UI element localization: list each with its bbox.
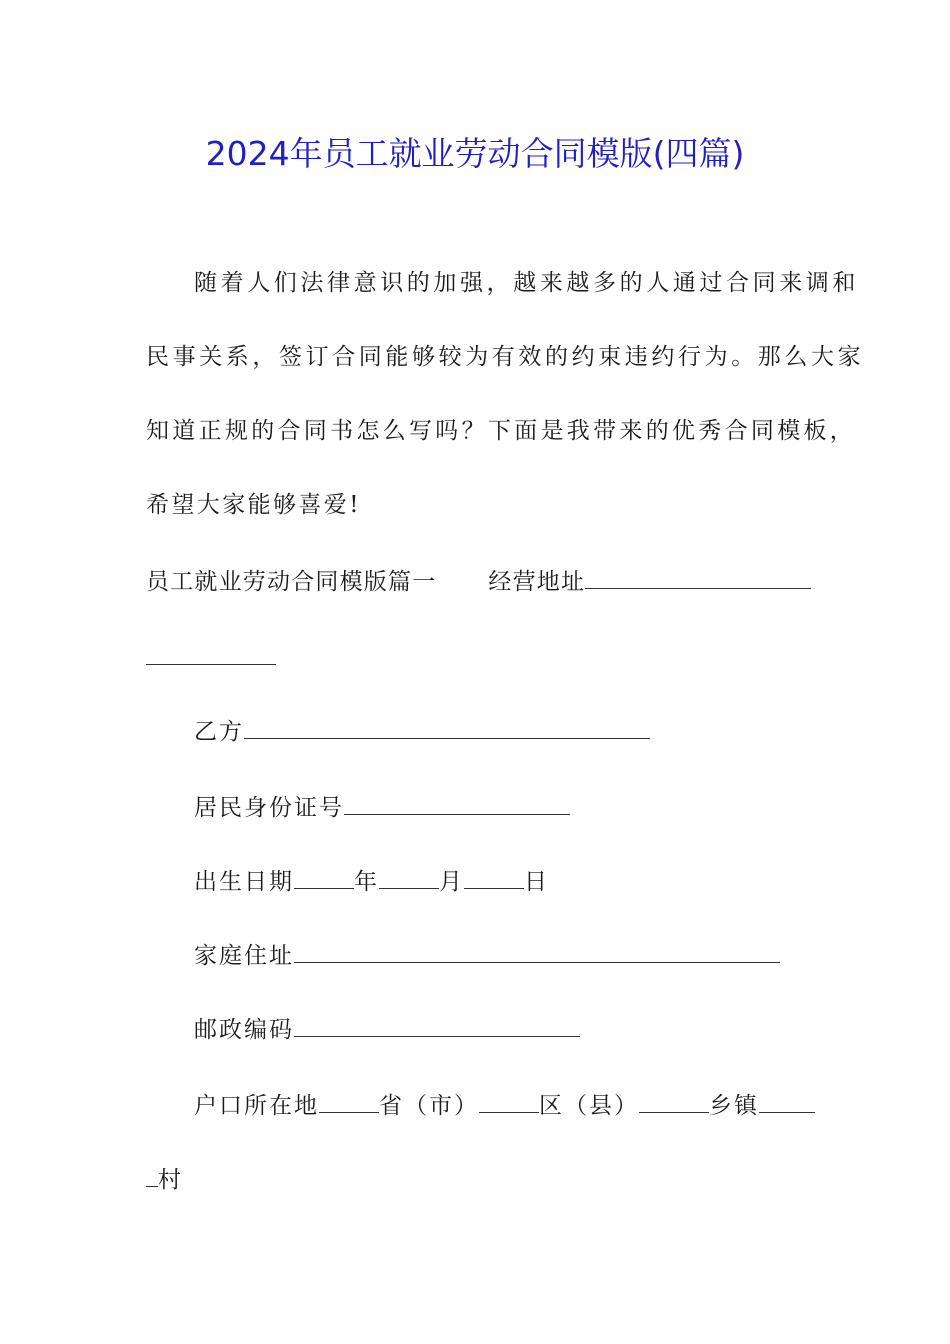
document-title: 2024年员工就业劳动合同模版(四篇) <box>205 134 745 173</box>
birth-day-blank[interactable] <box>464 866 524 889</box>
party-b-line <box>194 716 650 747</box>
business-address-continuation <box>146 642 276 673</box>
district-label: 区（县） <box>539 1093 639 1119</box>
birth-year-blank[interactable] <box>294 866 354 889</box>
postal-code-label: 邮政编码 <box>194 1017 294 1043</box>
id-number-blank[interactable] <box>344 792 570 815</box>
village-blank-2[interactable] <box>146 1164 158 1187</box>
hukou-line <box>194 1090 815 1121</box>
intro-line-2: 民事关系，签订合同能够较为有效的约束违约行为。那么大家 <box>146 344 865 370</box>
township-blank[interactable] <box>639 1090 709 1113</box>
township-label: 乡镇 <box>709 1093 759 1119</box>
business-address-blank-2[interactable] <box>146 642 276 665</box>
intro-line-3: 知道正规的合同书怎么写吗？下面是我带来的优秀合同模板， <box>146 418 857 444</box>
birth-month-blank[interactable] <box>379 866 439 889</box>
postal-code-line <box>194 1014 580 1045</box>
district-blank[interactable] <box>479 1090 539 1113</box>
id-number-line <box>194 792 570 823</box>
home-address-label: 家庭住址 <box>194 943 294 969</box>
day-label: 日 <box>524 869 549 895</box>
intro-line-4: 希望大家能够喜爱! <box>146 492 361 518</box>
section-heading-line <box>146 566 811 597</box>
village-line <box>146 1164 183 1195</box>
home-address-line <box>194 940 780 971</box>
month-label: 月 <box>439 869 464 895</box>
hukou-label: 户口所在地 <box>194 1093 319 1119</box>
home-address-blank[interactable] <box>294 940 780 963</box>
intro-line-1: 随着人们法律意识的加强，越来越多的人通过合同来调和 <box>194 270 859 296</box>
year-label: 年 <box>354 869 379 895</box>
village-blank[interactable] <box>759 1090 815 1113</box>
province-blank[interactable] <box>319 1090 379 1113</box>
section-heading: 员工就业劳动合同模版篇一 <box>146 569 437 595</box>
postal-code-blank[interactable] <box>294 1014 580 1037</box>
party-b-label: 乙方 <box>194 719 244 745</box>
party-b-blank[interactable] <box>244 716 650 739</box>
birth-date-label: 出生日期 <box>194 869 294 895</box>
business-address-blank[interactable] <box>585 566 811 589</box>
village-label: 村 <box>158 1167 183 1193</box>
business-address-label: 经营地址 <box>488 569 586 595</box>
birth-date-line <box>194 866 549 897</box>
id-number-label: 居民身份证号 <box>194 795 344 821</box>
province-label: 省（市） <box>379 1093 479 1119</box>
